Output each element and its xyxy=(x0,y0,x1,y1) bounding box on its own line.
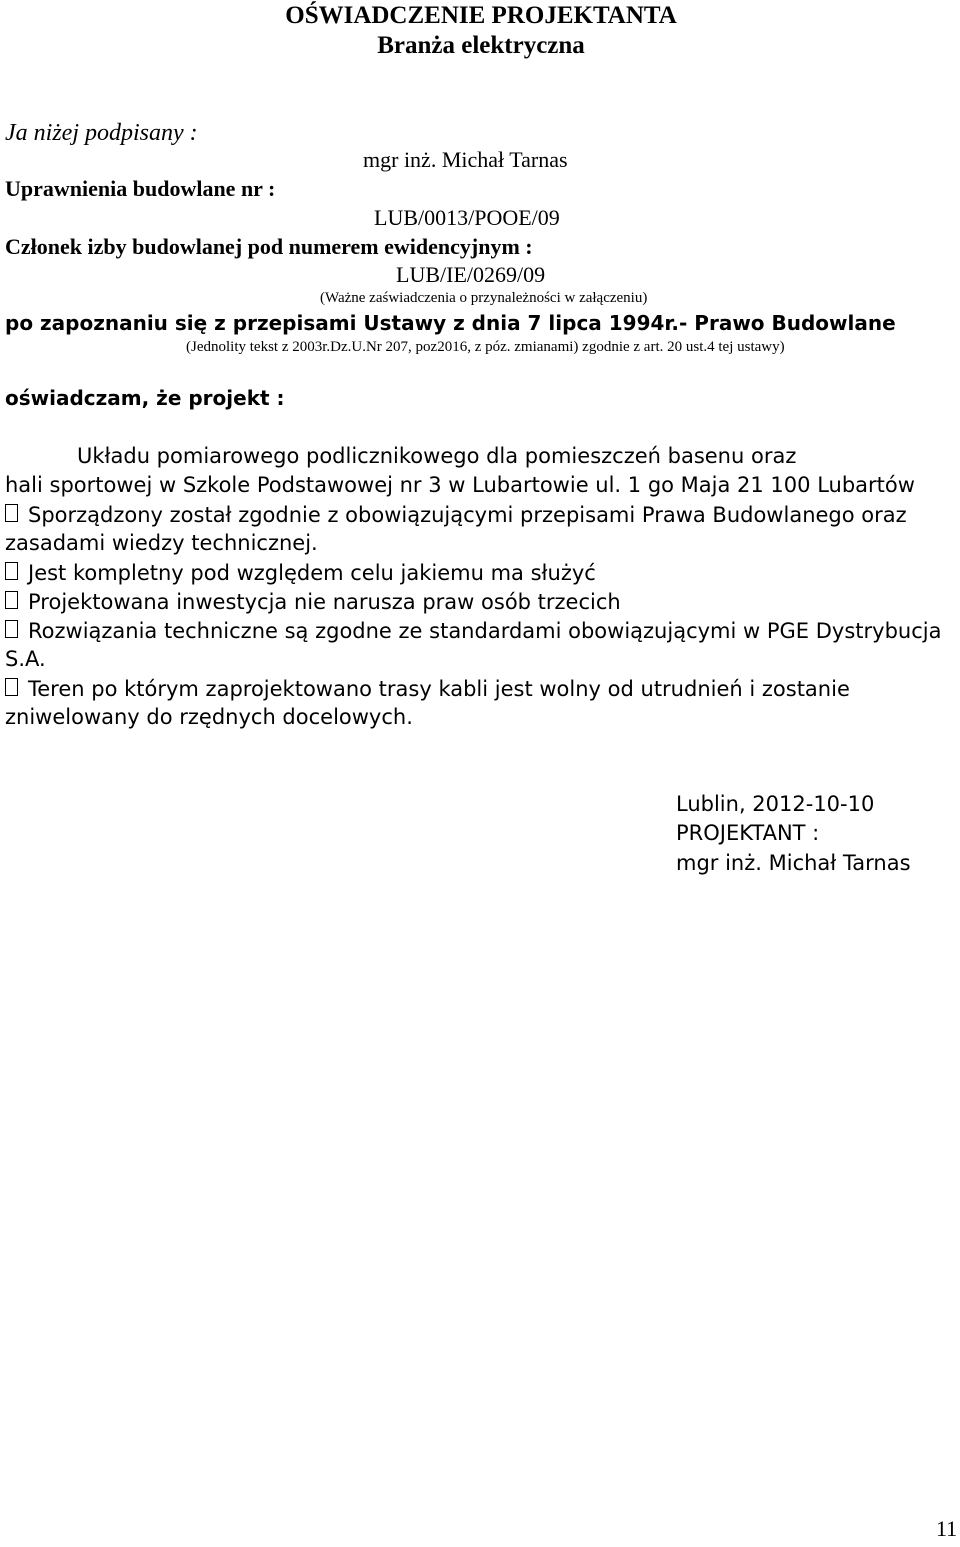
project-description-line1: Układu pomiarowego podlicznikowego dla pomieszczeń basenu oraz xyxy=(77,444,797,468)
statement-5: Teren po którym zaprojektowano trasy kabli jest wolny od utrudnień i zostanie xyxy=(5,678,850,700)
membership-label: Członek izby budowlanej pod numerem ewidencyjnym : xyxy=(5,234,533,259)
membership-number: LUB/IE/0269/09 xyxy=(396,262,546,287)
document-subtitle: Branża elektryczna xyxy=(377,32,585,59)
statement-1-continuation: zasadami wiedzy technicznej. xyxy=(5,531,318,555)
statement-4-continuation: S.A. xyxy=(5,647,46,671)
signature-place-date: Lublin, 2012-10-10 xyxy=(676,792,875,816)
checkbox-icon xyxy=(5,562,18,580)
membership-note: (Ważne zaświadczenia o przynależności w załączeniu) xyxy=(320,290,648,306)
checkbox-icon xyxy=(5,591,18,609)
statement-3: Projektowana inwestycja nie narusza praw osób trzecich xyxy=(5,591,621,613)
license-label: Uprawnienia budowlane nr : xyxy=(5,176,276,201)
signature-role: PROJEKTANT : xyxy=(676,821,820,845)
signer-name: mgr inż. Michał Tarnas xyxy=(363,147,568,172)
project-description-line2: hali sportowej w Szkole Podstawowej nr 3 w Lubartowie ul. 1 go Maja 21 100 Lubartów xyxy=(5,473,915,497)
law-reference: (Jednolity tekst z 2003r.Dz.U.Nr 207, poz2016, z póz. zmianami) zgodnie z art. 20 ust.4 tej ustawy) xyxy=(186,339,785,355)
page-number: 11 xyxy=(936,1516,958,1541)
law-statement: po zapoznaniu się z przepisami Ustawy z dnia 7 lipca 1994r.- Prawo Budowlane xyxy=(5,311,896,335)
signer-intro: Ja niżej podpisany : xyxy=(5,120,198,146)
license-number: LUB/0013/POOE/09 xyxy=(374,205,560,230)
statement-5-continuation: zniwelowany do rzędnych docelowych. xyxy=(5,705,413,729)
checkbox-icon xyxy=(5,504,18,522)
checkbox-icon xyxy=(5,678,18,696)
statement-1: Sporządzony został zgodnie z obowiązującymi przepisami Prawa Budowlanego oraz xyxy=(5,504,907,526)
signature-name: mgr inż. Michał Tarnas xyxy=(676,851,911,875)
document-title: OŚWIADCZENIE PROJEKTANTA xyxy=(285,2,677,29)
checkbox-icon xyxy=(5,620,18,638)
statement-2: Jest kompletny pod względem celu jakiemu ma służyć xyxy=(5,562,596,584)
statement-4: Rozwiązania techniczne są zgodne ze standardami obowiązującymi w PGE Dystrybucja xyxy=(5,620,941,642)
declaration-heading: oświadczam, że projekt : xyxy=(5,386,285,410)
